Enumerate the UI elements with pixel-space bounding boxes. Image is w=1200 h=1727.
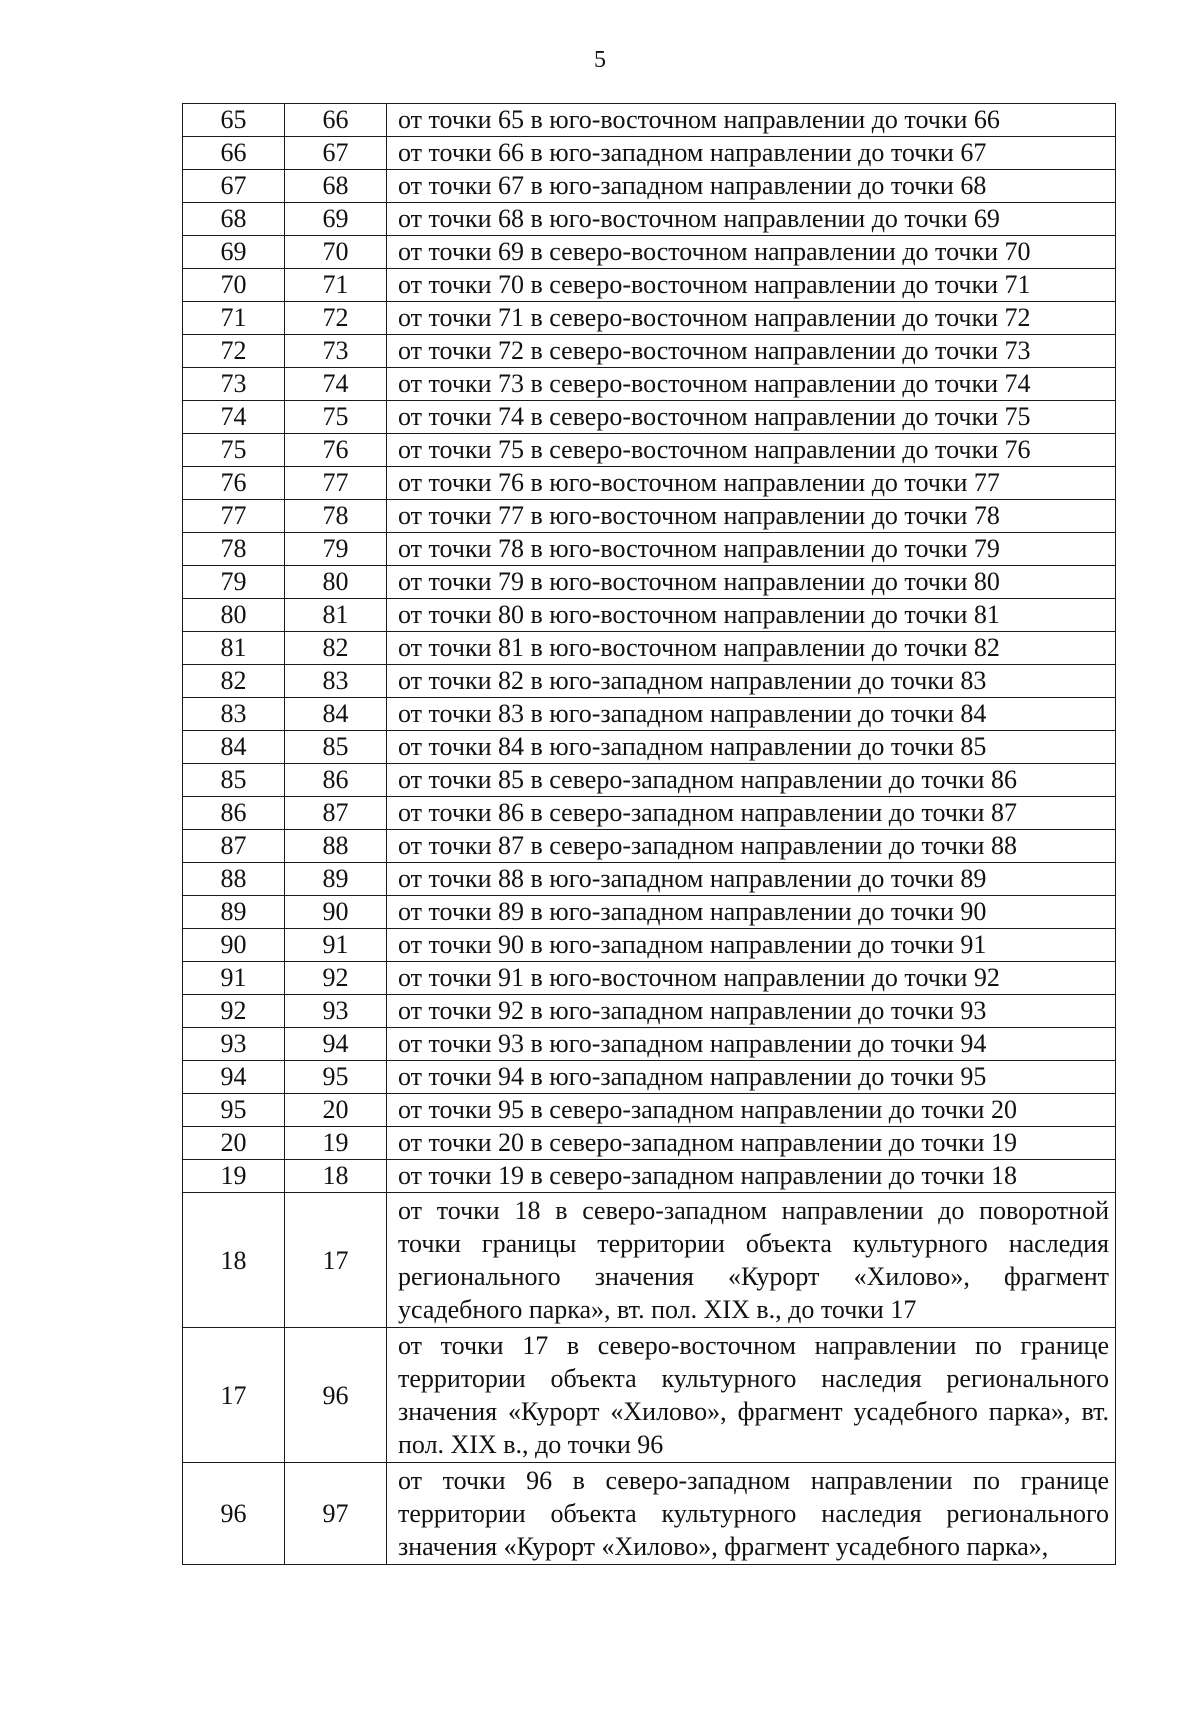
boundary-description-cell: от точки 70 в северо-восточном направлении до точки 71 (387, 269, 1116, 302)
page-number: 5 (594, 47, 606, 73)
point-from-cell: 94 (183, 1061, 285, 1094)
boundary-description-cell: от точки 76 в юго-восточном направлении до точки 77 (387, 467, 1116, 500)
table-row (183, 500, 1116, 533)
point-to-cell: 20 (285, 1094, 387, 1127)
table-row (183, 137, 1116, 170)
table-row (183, 170, 1116, 203)
point-to-cell: 94 (285, 1028, 387, 1061)
point-from-cell: 76 (183, 467, 285, 500)
point-from-cell: 65 (183, 104, 285, 137)
point-from-cell: 92 (183, 995, 285, 1028)
table-row (183, 302, 1116, 335)
point-from-cell: 86 (183, 797, 285, 830)
table-row (183, 599, 1116, 632)
table-row (183, 236, 1116, 269)
table-row (183, 1028, 1116, 1061)
boundary-description-cell: от точки 67 в юго-западном направлении до точки 68 (387, 170, 1116, 203)
point-to-cell: 90 (285, 896, 387, 929)
point-from-cell: 17 (183, 1328, 285, 1463)
point-to-cell: 70 (285, 236, 387, 269)
table-row (183, 1127, 1116, 1160)
point-to-cell: 68 (285, 170, 387, 203)
point-from-cell: 79 (183, 566, 285, 599)
point-from-cell: 88 (183, 863, 285, 896)
table-row (183, 269, 1116, 302)
boundary-description-cell: от точки 96 в северо-западном направлении по границе территории объекта культурного наследия регионального значения «Курорт «Хилово», фрагмент усадебного парка», (387, 1463, 1116, 1565)
boundary-description-cell: от точки 85 в северо-западном направлении до точки 86 (387, 764, 1116, 797)
boundary-description-cell: от точки 79 в юго-восточном направлении до точки 80 (387, 566, 1116, 599)
table-row (183, 698, 1116, 731)
boundary-description-cell: от точки 71 в северо-восточном направлении до точки 72 (387, 302, 1116, 335)
table-row (183, 995, 1116, 1028)
point-to-cell: 95 (285, 1061, 387, 1094)
table-row (183, 203, 1116, 236)
point-from-cell: 90 (183, 929, 285, 962)
boundary-description-cell: от точки 65 в юго-восточном направлении до точки 66 (387, 104, 1116, 137)
table-row (183, 764, 1116, 797)
table-row (183, 104, 1116, 137)
table-row (183, 1328, 1116, 1463)
table-row (183, 1463, 1116, 1565)
point-to-cell: 79 (285, 533, 387, 566)
point-from-cell: 75 (183, 434, 285, 467)
point-to-cell: 84 (285, 698, 387, 731)
point-to-cell: 92 (285, 962, 387, 995)
table-row (183, 863, 1116, 896)
table-row (183, 566, 1116, 599)
point-to-cell: 75 (285, 401, 387, 434)
point-to-cell: 77 (285, 467, 387, 500)
boundary-description-cell: от точки 20 в северо-западном направлении до точки 19 (387, 1127, 1116, 1160)
boundary-description-cell: от точки 74 в северо-восточном направлении до точки 75 (387, 401, 1116, 434)
point-from-cell: 18 (183, 1193, 285, 1328)
table-row (183, 731, 1116, 764)
table-row (183, 434, 1116, 467)
table-row (183, 665, 1116, 698)
point-from-cell: 74 (183, 401, 285, 434)
point-from-cell: 73 (183, 368, 285, 401)
point-from-cell: 96 (183, 1463, 285, 1565)
boundary-description-cell: от точки 77 в юго-восточном направлении до точки 78 (387, 500, 1116, 533)
point-to-cell: 18 (285, 1160, 387, 1193)
point-from-cell: 82 (183, 665, 285, 698)
point-from-cell: 71 (183, 302, 285, 335)
point-from-cell: 89 (183, 896, 285, 929)
point-to-cell: 89 (285, 863, 387, 896)
point-to-cell: 83 (285, 665, 387, 698)
point-from-cell: 85 (183, 764, 285, 797)
point-to-cell: 82 (285, 632, 387, 665)
boundary-description-cell: от точки 82 в юго-западном направлении до точки 83 (387, 665, 1116, 698)
boundary-description-cell: от точки 68 в юго-восточном направлении до точки 69 (387, 203, 1116, 236)
boundary-description-cell: от точки 19 в северо-западном направлении до точки 18 (387, 1160, 1116, 1193)
boundary-description-cell: от точки 88 в юго-западном направлении до точки 89 (387, 863, 1116, 896)
boundary-description-cell: от точки 87 в северо-западном направлении до точки 88 (387, 830, 1116, 863)
table-row (183, 1193, 1116, 1328)
point-from-cell: 68 (183, 203, 285, 236)
point-from-cell: 95 (183, 1094, 285, 1127)
point-from-cell: 70 (183, 269, 285, 302)
table-row (183, 896, 1116, 929)
point-from-cell: 77 (183, 500, 285, 533)
point-to-cell: 86 (285, 764, 387, 797)
boundary-description-cell: от точки 90 в юго-западном направлении до точки 91 (387, 929, 1116, 962)
point-from-cell: 83 (183, 698, 285, 731)
point-from-cell: 66 (183, 137, 285, 170)
table-body (183, 104, 1116, 1565)
point-to-cell: 80 (285, 566, 387, 599)
point-to-cell: 93 (285, 995, 387, 1028)
point-to-cell: 91 (285, 929, 387, 962)
point-to-cell: 17 (285, 1193, 387, 1328)
point-from-cell: 78 (183, 533, 285, 566)
table-row (183, 1061, 1116, 1094)
point-from-cell: 93 (183, 1028, 285, 1061)
point-from-cell: 72 (183, 335, 285, 368)
boundary-description-cell: от точки 80 в юго-восточном направлении до точки 81 (387, 599, 1116, 632)
table-row (183, 533, 1116, 566)
boundary-description-cell: от точки 73 в северо-восточном направлении до точки 74 (387, 368, 1116, 401)
point-from-cell: 91 (183, 962, 285, 995)
point-to-cell: 88 (285, 830, 387, 863)
boundary-description-cell: от точки 17 в северо-восточном направлении по границе территории объекта культурного наследия регионального значения «Курорт «Хилово», фрагмент усадебного парка», вт. пол. XIX в., до точки 96 (387, 1328, 1116, 1463)
boundary-description-cell: от точки 94 в юго-западном направлении до точки 95 (387, 1061, 1116, 1094)
boundary-description-cell: от точки 86 в северо-западном направлении до точки 87 (387, 797, 1116, 830)
point-to-cell: 81 (285, 599, 387, 632)
boundary-description-cell: от точки 69 в северо-восточном направлении до точки 70 (387, 236, 1116, 269)
boundary-description-cell: от точки 18 в северо-западном направлении до поворотной точки границы территории объекта культурного наследия регионального значения «Курорт «Хилово», фрагмент усадебного парка», вт. пол. XIX в., до точки 17 (387, 1193, 1116, 1328)
table-row (183, 401, 1116, 434)
table-row (183, 1094, 1116, 1127)
boundary-description-cell: от точки 93 в юго-западном направлении до точки 94 (387, 1028, 1116, 1061)
point-to-cell: 87 (285, 797, 387, 830)
point-to-cell: 96 (285, 1328, 387, 1463)
table-row (183, 797, 1116, 830)
point-from-cell: 20 (183, 1127, 285, 1160)
point-from-cell: 87 (183, 830, 285, 863)
boundary-description-cell: от точки 89 в юго-западном направлении до точки 90 (387, 896, 1116, 929)
boundary-description-cell: от точки 78 в юго-восточном направлении до точки 79 (387, 533, 1116, 566)
table-row (183, 929, 1116, 962)
table-row (183, 368, 1116, 401)
boundary-description-cell: от точки 84 в юго-западном направлении до точки 85 (387, 731, 1116, 764)
boundary-description-cell: от точки 66 в юго-западном направлении до точки 67 (387, 137, 1116, 170)
point-to-cell: 76 (285, 434, 387, 467)
boundary-description-cell: от точки 75 в северо-восточном направлении до точки 76 (387, 434, 1116, 467)
boundary-description-cell: от точки 91 в юго-восточном направлении до точки 92 (387, 962, 1116, 995)
point-to-cell: 74 (285, 368, 387, 401)
table-row (183, 830, 1116, 863)
point-from-cell: 19 (183, 1160, 285, 1193)
boundary-description-cell: от точки 83 в юго-западном направлении до точки 84 (387, 698, 1116, 731)
boundary-description-cell: от точки 72 в северо-восточном направлении до точки 73 (387, 335, 1116, 368)
boundary-description-cell: от точки 95 в северо-западном направлении до точки 20 (387, 1094, 1116, 1127)
table-row (183, 335, 1116, 368)
point-to-cell: 66 (285, 104, 387, 137)
boundary-description-cell: от точки 81 в юго-восточном направлении до точки 82 (387, 632, 1116, 665)
point-to-cell: 72 (285, 302, 387, 335)
point-from-cell: 67 (183, 170, 285, 203)
boundary-description-cell: от точки 92 в юго-западном направлении до точки 93 (387, 995, 1116, 1028)
boundary-table (182, 103, 1116, 1565)
point-to-cell: 73 (285, 335, 387, 368)
point-to-cell: 19 (285, 1127, 387, 1160)
table-row (183, 1160, 1116, 1193)
table-row (183, 962, 1116, 995)
table-row (183, 467, 1116, 500)
table-row (183, 632, 1116, 665)
point-from-cell: 69 (183, 236, 285, 269)
point-from-cell: 84 (183, 731, 285, 764)
point-from-cell: 80 (183, 599, 285, 632)
point-to-cell: 85 (285, 731, 387, 764)
point-from-cell: 81 (183, 632, 285, 665)
point-to-cell: 97 (285, 1463, 387, 1565)
point-to-cell: 67 (285, 137, 387, 170)
point-to-cell: 69 (285, 203, 387, 236)
point-to-cell: 78 (285, 500, 387, 533)
point-to-cell: 71 (285, 269, 387, 302)
